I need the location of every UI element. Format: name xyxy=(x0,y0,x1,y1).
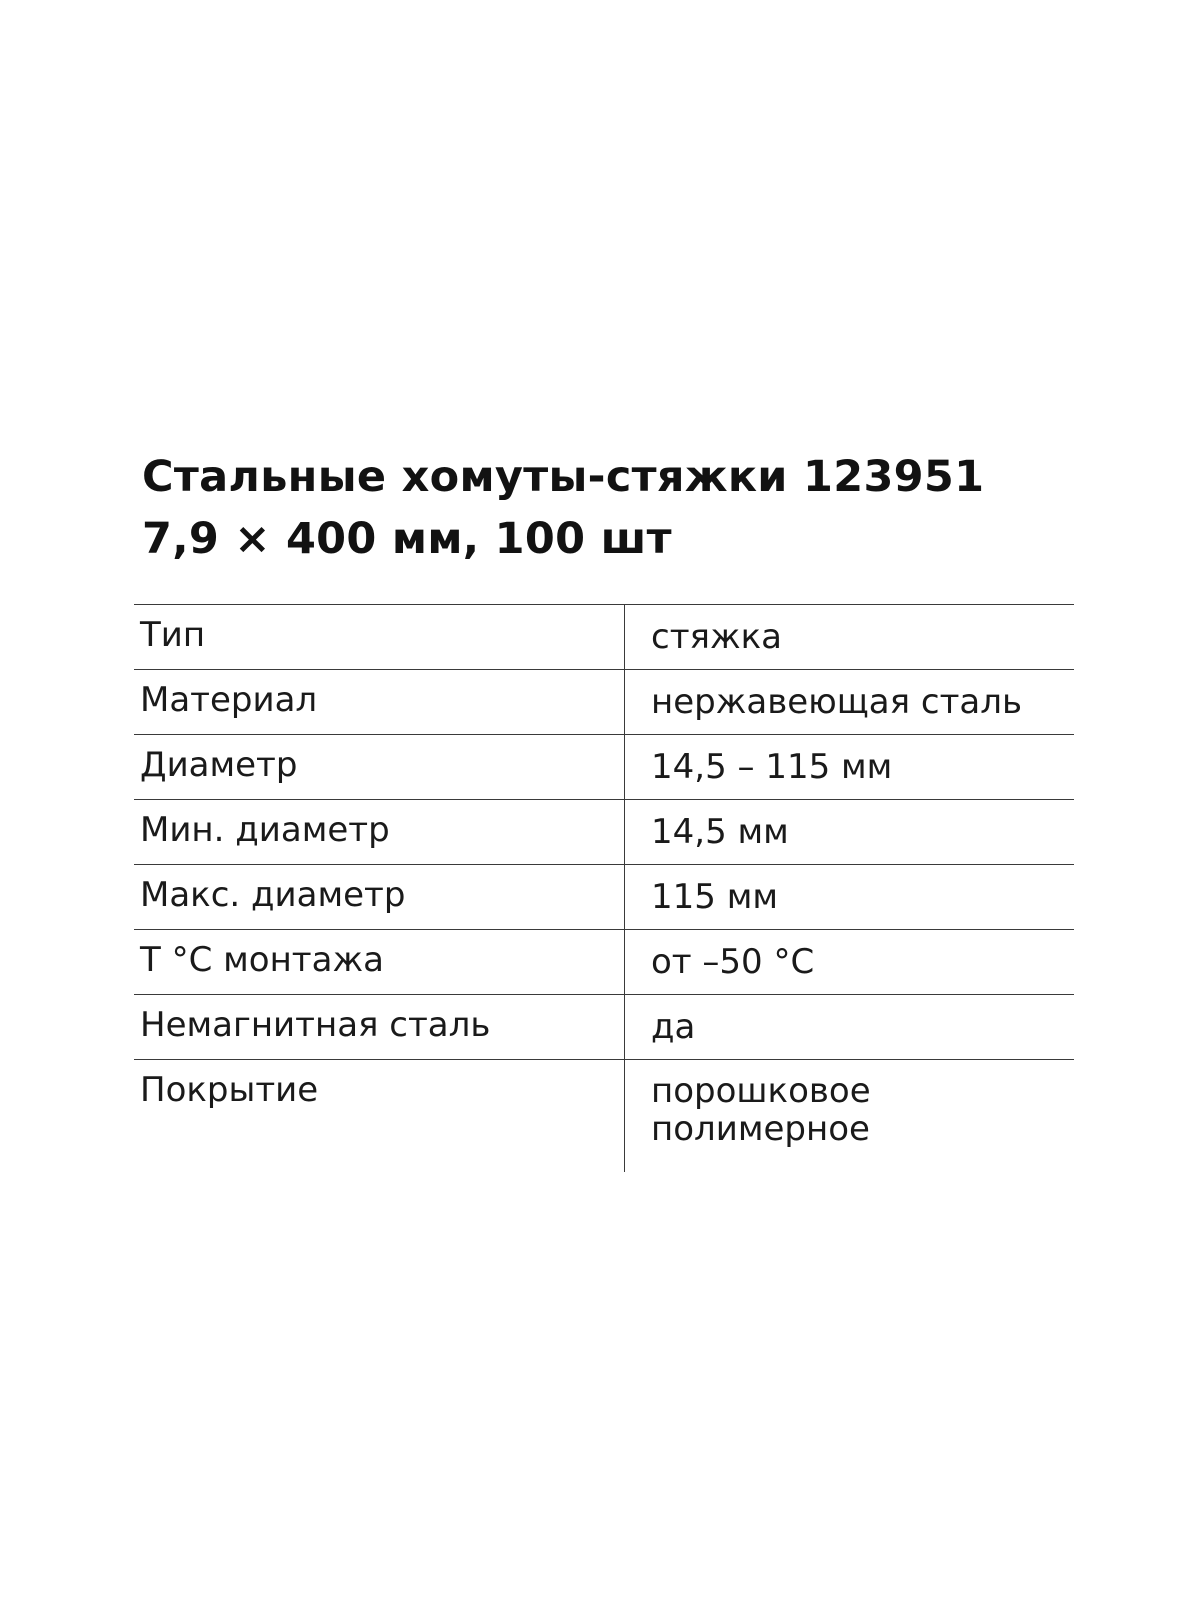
spec-row-diameter xyxy=(134,735,1074,800)
spec-row-min-diameter xyxy=(134,800,1074,865)
spec-value: 14,5 – 115 мм xyxy=(625,735,1075,800)
spec-key: Покрытие xyxy=(134,1060,625,1172)
product-title-line-2: 7,9 × 400 мм, 100 шт xyxy=(142,514,672,564)
spec-row-material xyxy=(134,670,1074,735)
spec-key: Немагнитная сталь xyxy=(134,995,625,1060)
spec-key: Т °С монтажа xyxy=(134,930,625,995)
product-title xyxy=(142,446,1102,570)
spec-row-mount-temperature xyxy=(134,930,1074,995)
spec-value: 115 мм xyxy=(625,865,1075,930)
spec-key: Материал xyxy=(134,670,625,735)
spec-key: Тип xyxy=(134,605,625,670)
spec-key: Диаметр xyxy=(134,735,625,800)
spec-value: от –50 °С xyxy=(625,930,1075,995)
spec-value: да xyxy=(625,995,1075,1060)
product-title-line-1: Стальные хомуты-стяжки 123951 xyxy=(142,452,985,502)
spec-key: Мин. диаметр xyxy=(134,800,625,865)
spec-row-non-magnetic xyxy=(134,995,1074,1060)
spec-key: Макс. диаметр xyxy=(134,865,625,930)
spec-value: 14,5 мм xyxy=(625,800,1075,865)
spec-row-type xyxy=(134,605,1074,670)
spec-value: стяжка xyxy=(625,605,1075,670)
spec-table xyxy=(134,604,1074,1172)
spec-row-max-diameter xyxy=(134,865,1074,930)
spec-row-coating xyxy=(134,1060,1074,1172)
spec-value: порошковое полимерное xyxy=(625,1060,1075,1172)
spec-value: нержавеющая сталь xyxy=(625,670,1075,735)
